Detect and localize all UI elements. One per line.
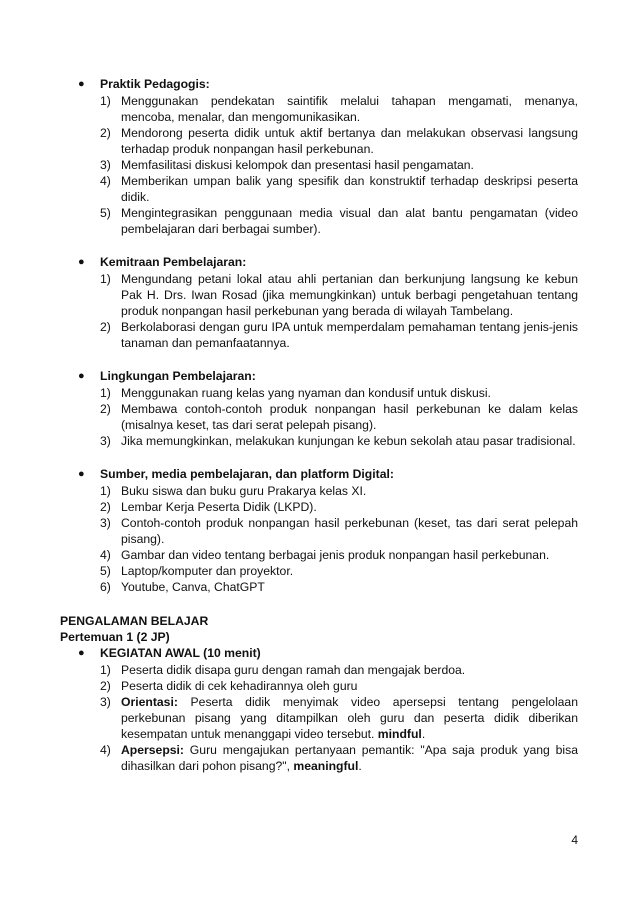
list-item: 1) Menggunakan pendekatan saintifik melalui tahapan mengamati, menanya, mencoba, menalar, dan mengomunikasikan. (100, 94, 578, 124)
bullet-icon: ● (78, 647, 85, 659)
list-item: 3) Orientasi: Peserta didik menyimak video apersepsi tentang pengelolaan perkebunan pisang yang ditampilkan oleh guru dan peserta didik diberikan kesempatan untuk menanggapi video tersebut. mindful. (100, 695, 578, 741)
numbered-list (100, 662, 578, 774)
section-title: KEGIATAN AWAL (10 menit) (100, 646, 261, 660)
list-item: 1) Buku siswa dan buku guru Prakarya kelas XI. (100, 484, 367, 498)
page-number: 4 (571, 833, 578, 847)
list-item: 5) Mengintegrasikan penggunaan media visual dan alat bantu pengamatan (video pembelajaran dari berbagai sumber). (100, 206, 578, 236)
bullet-icon: ● (78, 78, 85, 90)
section-title: Praktik Pedagogis: (100, 77, 210, 91)
pengalaman-belajar (60, 613, 578, 774)
list-item: 1) Peserta didik disapa guru dengan ramah dan mengajak berdoa. (100, 663, 466, 677)
bullet-icon: ● (78, 468, 85, 480)
section-sumber-media (78, 466, 578, 595)
section-title: Kemitraan Pembelajaran: (100, 255, 247, 269)
list-item: 6) Youtube, Canva, ChatGPT (100, 580, 265, 594)
list-item: 2) Membawa contoh-contoh produk nonpangan hasil perkebunan ke dalam kelas (misalnya keset, tas dari serat pelepah pisang). (100, 402, 578, 432)
section-lingkungan-pembelajaran (78, 368, 578, 449)
list-item: 4) Gambar dan video tentang berbagai jenis produk nonpangan hasil perkebunan. (100, 548, 550, 562)
list-item: 3) Contoh-contoh produk nonpangan hasil perkebunan (keset, tas dari serat pelepah pisang). (100, 516, 578, 546)
numbered-list (100, 271, 578, 351)
list-item: 4) Apersepsi: Guru mengajukan pertanyaan pemantik: "Apa saja produk yang bisa dihasilkan dari pohon pisang?", meaningful. (100, 743, 578, 773)
meeting-heading: Pertemuan 1 (2 JP) (60, 630, 170, 644)
list-item: 2) Mendorong peserta didik untuk aktif bertanya dan melakukan observasi langsung terhadap produk nonpangan hasil perkebunan. (100, 126, 578, 156)
numbered-list (100, 93, 578, 237)
list-item: 4) Memberikan umpan balik yang spesifik dan konstruktif terhadap deskripsi peserta didik. (100, 174, 578, 204)
section-praktik-pedagogis (78, 76, 578, 237)
section-title: Lingkungan Pembelajaran: (100, 369, 256, 383)
list-item: 3) Memfasilitasi diskusi kelompok dan presentasi hasil pengamatan. (100, 158, 474, 172)
list-item: 1) Menggunakan ruang kelas yang nyaman dan kondusif untuk diskusi. (100, 386, 491, 400)
list-item: 2) Lembar Kerja Peserta Didik (LKPD). (100, 500, 317, 514)
numbered-list (100, 385, 578, 449)
section-kegiatan-awal (78, 645, 578, 774)
list-item: 5) Laptop/komputer dan proyektor. (100, 564, 294, 578)
bullet-icon: ● (78, 370, 85, 382)
list-item: 2) Berkolaborasi dengan guru IPA untuk memperdalam pemahaman tentang jenis-jenis tanaman dan pemanfaatannya. (100, 320, 578, 350)
list-item: 3) Jika memungkinkan, melakukan kunjungan ke kebun sekolah atau pasar tradisional. (100, 434, 576, 448)
list-item: 2) Peserta didik di cek kehadirannya oleh guru (100, 679, 358, 693)
section-kemitraan-pembelajaran (78, 254, 578, 351)
numbered-list (100, 483, 578, 595)
section-heading: PENGALAMAN BELAJAR (60, 614, 209, 628)
bullet-icon: ● (78, 256, 85, 268)
section-title: Sumber, media pembelajaran, dan platform Digital: (100, 467, 394, 481)
list-item: 1) Mengundang petani lokal atau ahli pertanian dan berkunjung langsung ke kebun Pak H. Drs. Iwan Rosad (jika memungkinkan) untuk berbagi pengetahuan tentang produk nonpangan hasil perkebunan yang berada di wilayah Tambelang. (100, 272, 578, 318)
